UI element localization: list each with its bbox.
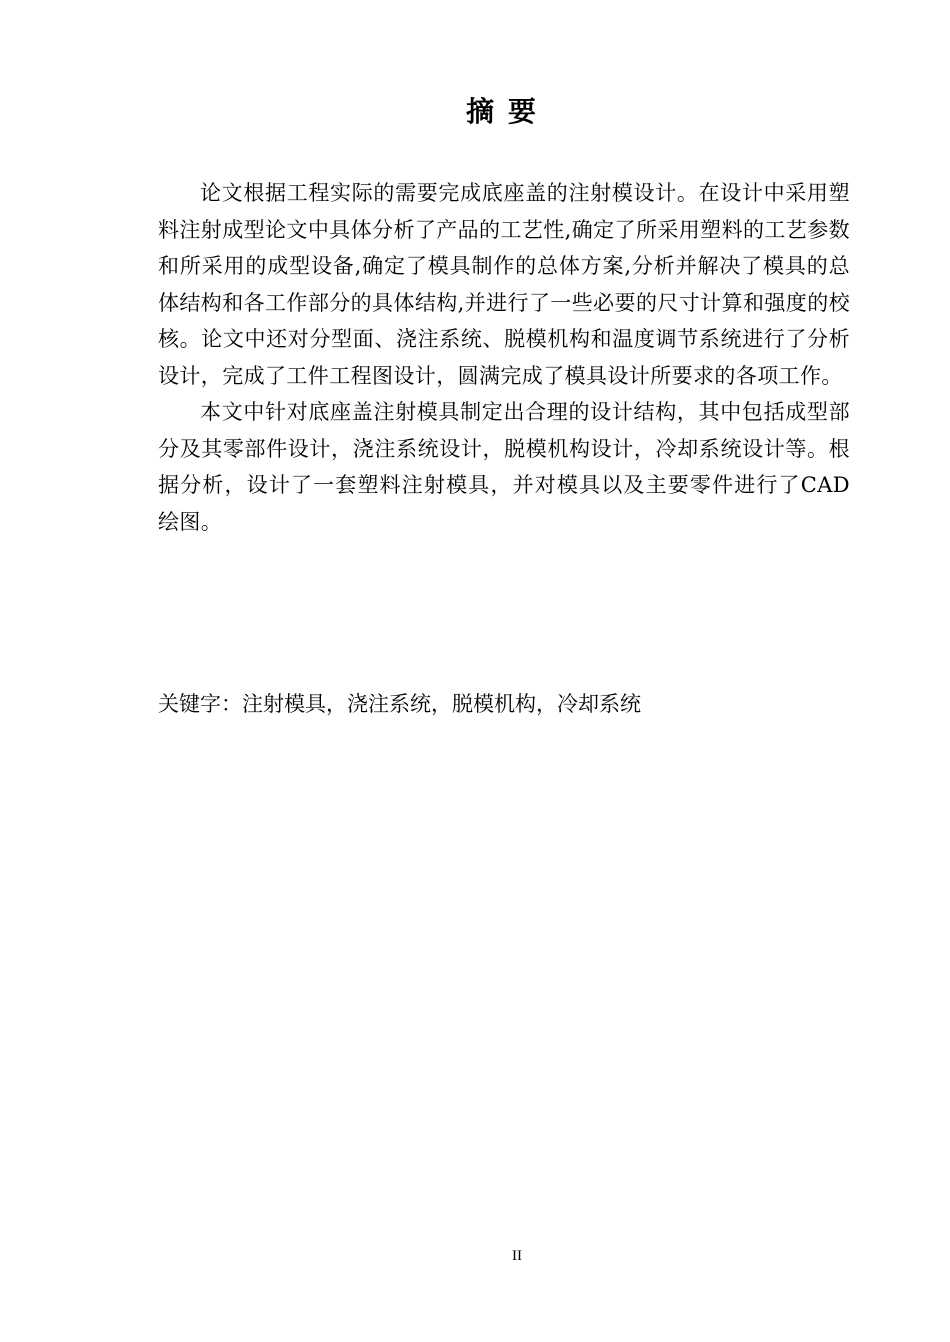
keywords-line: 关键字：注射模具，浇注系统，脱模机构，冷却系统: [158, 692, 641, 716]
page-title: 摘 要: [466, 95, 538, 128]
abstract-body: [158, 175, 850, 540]
page-number: II: [512, 1248, 522, 1264]
abstract-paragraph-2: 本文中针对底座盖注射模具制定出合理的设计结构，其中包括成型部分及其零部件设计，浇注系统设计，脱模机构设计，冷却系统设计等。根据分析，设计了一套塑料注射模具，并对模具以及主要零件进行了CAD 绘图。: [158, 400, 850, 534]
abstract-paragraph-1: 论文根据工程实际的需要完成底座盖的注射模设计。在设计中采用塑料注射成型论文中具体分析了产品的工艺性,确定了所采用塑料的工艺参数和所采用的成型设备,确定了模具制作的总体方案,分析并解决了模具的总体结构和各工作部分的具体结构,并进行了一些必要的尺寸计算和强度的校核。论文中还对分型面、浇注系统、脱模机构和温度调节系统进行了分析设计，完成了工件工程图设计，圆满完成了模具设计所要求的各项工作。: [158, 181, 850, 388]
